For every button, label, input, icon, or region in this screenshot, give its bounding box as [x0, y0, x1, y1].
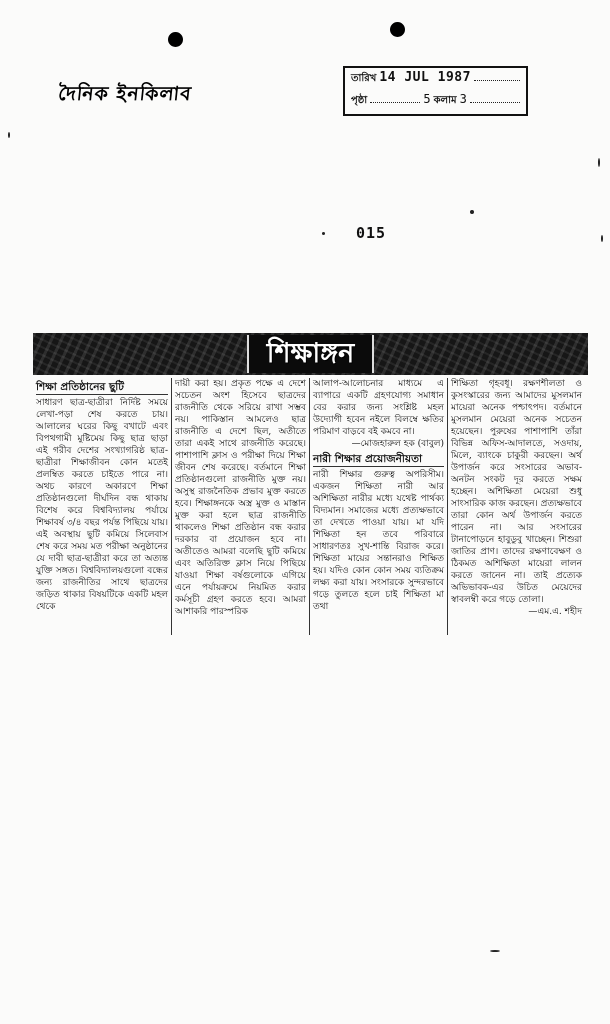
article-columns: [33, 378, 588, 635]
newspaper-clipping: [33, 333, 588, 635]
article-column-4: [447, 378, 585, 635]
article-headline: শিক্ষা প্রতিষ্ঠানের ছুটি: [36, 380, 168, 395]
article-headline: নারী শিক্ষার প্রয়োজনীয়তা: [313, 452, 444, 467]
stamp-dots: [470, 94, 520, 103]
paper-speck: [490, 950, 500, 952]
banner-title-box: [247, 335, 374, 373]
article-byline: —মোজহারুল হক (বাবুল): [351, 439, 444, 449]
article-body: নারী শিক্ষার গুরুত্ব অপরিসীম। একজন শিক্ষিতা নারী আর অশিক্ষিতা নারীর মধ্যে যথেষ্ট পার্থক্য বিদ্যমান। সমাজের মধ্যে প্রত্যক্ষভাবে তা দেখতে পাওয়া যায়। মা যদি শিক্ষিতা হন তবে পরিবারে সাধারণতঃ সুখ-শান্তি বিরাজ করে। শিক্ষিতা মায়ের সন্তানরাও শিক্ষিত হয়। যদিও কোন কোন সময় ব্যতিক্রম লক্ষ্য করা যায়। সংসারকে সুন্দরভাবে গড়ে তুলতে হলে চাই শিক্ষিতা মা তথা: [313, 470, 444, 612]
article-byline: —এম.এ. শহীদ: [528, 607, 582, 617]
article-column-3: [309, 378, 447, 635]
paper-speck: [322, 232, 325, 235]
date-stamp: [343, 66, 528, 116]
stamp-column-value: 3: [459, 92, 467, 106]
stamp-date-value: 14 JUL 1987: [379, 70, 471, 85]
article-body: আলাপ-আলোচনার মাধ্যমে এ ব্যাপারে একটি গ্রহণযোগ্য সমাধান বের করার জন্য সংশ্লিষ্ট মহল উদ্যোগী হবেন নইলে বিলম্বে ক্ষতির পরিমাণ বাড়বে বই কমবে না।: [313, 379, 444, 437]
paper-speck: [601, 235, 603, 242]
paper-speck: [470, 210, 474, 214]
punch-hole-right: [390, 22, 405, 37]
paper-speck: [8, 132, 10, 138]
paper-speck: [598, 158, 600, 167]
stamp-page-label: পৃষ্ঠা: [351, 95, 368, 106]
newspaper-masthead: দৈনিক ইনকিলাব: [57, 83, 193, 105]
article-column-2: [171, 378, 309, 635]
article-body: সাধারণ ছাত্র-ছাত্রীরা নির্দিষ্ট সময়ে লেখা-পড়া শেষ করতে চায়। আলালের ঘরের কিছু বখাটে এবং বিপথগামী মুষ্টিমেয় কিছু ছাত্র ছাড়া এই গরীব দেশের সংখ্যাগরিষ্ঠ ছাত্র-ছাত্রীরা শিক্ষাজীবন কোন মতেই প্রলম্বিত করতে চাইতে পারে না। অথচ কারণে অকারণে শিক্ষা প্রতিষ্ঠানগুলো দীর্ঘদিন বন্ধ থাকায় বিশেষ করে বিশ্ববিদ্যালয় পর্যায়ে শিক্ষাবর্ষ ৩/৪ বছর পর্যন্ত পিছিয়ে যায়। এই অবস্থায় ছুটি কমিয়ে সিলেবাস শেষ করে সময় মত পরীক্ষা অনুষ্ঠানের যে দাবী ছাত্র-ছাত্রীরা করে তা অত্যন্ত যুক্তি সঙ্গত। বিশ্ববিদ্যালয়গুলো বন্ধের জন্য রাজনীতির সাথে ছাত্রদের জড়িত থাকার বিষয়টিকে একটি মহল থেকে: [36, 398, 168, 612]
archive-page-number: 015: [356, 224, 387, 242]
banner-title: শিক্ষাঙ্গন: [266, 338, 355, 369]
section-banner: [33, 333, 588, 375]
stamp-dots: [370, 94, 420, 103]
stamp-date-label: তারিখ: [351, 73, 377, 84]
stamp-dots: [474, 72, 520, 81]
article-body: দায়ী করা হয়। প্রকৃত পক্ষে এ দেশে সচেতন অংশ হিসেবে ছাত্রদের রাজনীতি থেকে সরিয়ে রাখা সম্ভব নয়। পাকিস্তান আমলেও ছাত্র রাজনীতি এ দেশে ছিল, অতীতে তারা একই সাথে রাজনীতি করেছে। পাশাপাশি ক্লাস ও পরীক্ষা দিয়ে শিক্ষা জীবন শেষ করেছে। বর্তমানে শিক্ষা প্রতিষ্ঠানগুলো রাজনীতি মুক্ত নয়। অসুস্থ রাজনৈতিক প্রভাব মুক্ত করতে হবে। শিক্ষাঙ্গনকে অস্ত্র মুক্ত ও মাস্তান মুক্ত করা হলে ছাত্র রাজনীতি থাকলেও শিক্ষা প্রতিষ্ঠান বন্ধ করার দরকার বা প্রয়োজন হবে না। অতীতেও আমরা বলেছি ছুটি কমিয়ে এবং অতিরিক্ত ক্লাস নিয়ে পিছিয়ে যাওয়া শিক্ষা বর্ষগুলোকে এগিয়ে এনে পর্যায়ক্রমে নিয়মিত করার কর্মসূচী গ্রহণ করতে হবে। আমরা আশাকরি পারস্পরিক: [175, 379, 306, 617]
stamp-column-label: কলাম: [433, 95, 457, 106]
article-body: শিক্ষিতা গৃহবধূ। রক্ষণশীলতা ও কুসংস্কারের জন্য আমাদের মুসলমান মায়েরা অনেক পশ্চাৎপদ। বর্তমানে মুসলমান মেয়েরা অনেক সচেতন হয়েছেন। পুরুষের পাশাপাশি তাঁরা বিভিন্ন অফিস-আদালতে, সওদায়, মিলে, ব্যাংকে চাকুরী করছেন। অর্থ উপার্জন করে সংসারের অভাব-অনটন সংকট দূর করতে সক্ষম হচ্ছেন। অশিক্ষিতা মেয়েরা শুধু সাংসারিক কাজ করছেন। প্রত্যক্ষভাবে তারা কোন অর্থ উপার্জন করতে পারেন না। আর সংসারের টানাপোড়নে হাবুডুবু খাচ্ছেন। শিশুরা জাতির প্রাণ। তাদের রক্ষণাবেক্ষণ ও ঠিকমত অশিক্ষিতা মায়েরা লালন করতে জানেন না। তাই প্রত্যেক অভিভাবক-এর উচিত মেয়েদের স্বাবলম্বী করে গড়ে তোলা।: [451, 379, 582, 605]
punch-hole-left: [168, 32, 183, 47]
stamp-page-value: 5: [423, 92, 431, 106]
article-column-1: [33, 378, 171, 635]
stamp-page-row: [351, 92, 520, 114]
stamp-date-row: [351, 70, 520, 92]
